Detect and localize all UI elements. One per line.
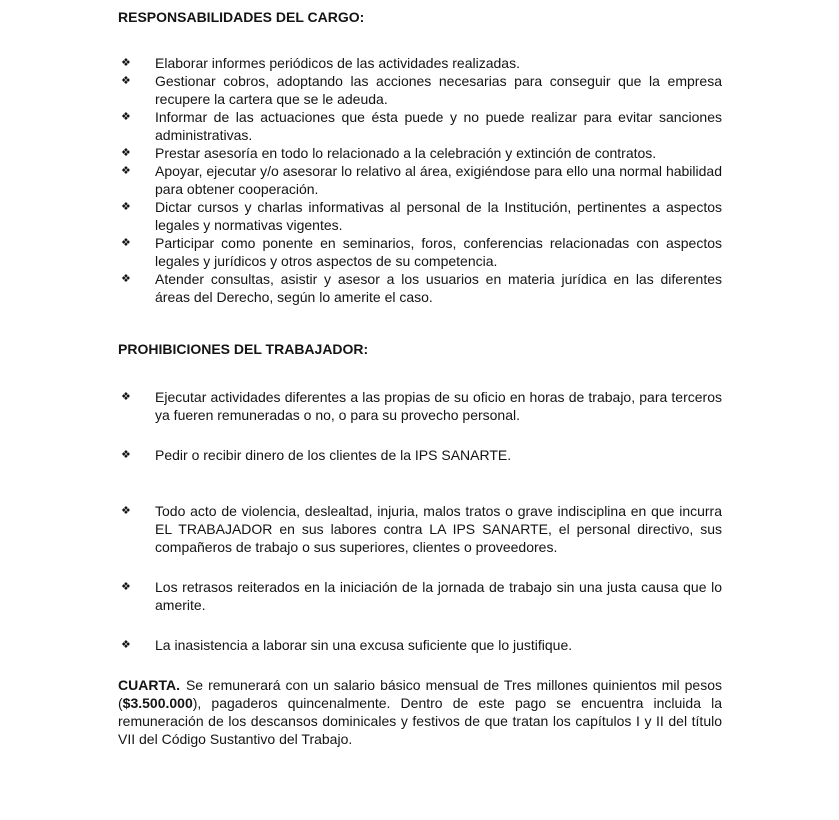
- list-item: [118, 72, 722, 108]
- responsibilities-heading: RESPONSABILIDADES DEL CARGO:: [118, 9, 365, 25]
- list-item-text: Apoyar, ejecutar y/o asesorar lo relativo al área, exigiéndose para ello una normal habilidad para obtener cooperación.: [155, 163, 722, 197]
- diamond-bullet-icon: ❖: [121, 505, 131, 517]
- diamond-bullet-icon: ❖: [121, 639, 131, 651]
- list-item-text: Gestionar cobros, adoptando las acciones necesarias para conseguir que la empresa recupere la cartera que se le adeuda.: [155, 73, 722, 107]
- list-item: [118, 446, 722, 464]
- prohibitions-list: [118, 388, 722, 654]
- list-item: [118, 270, 722, 306]
- responsibilities-list: [118, 54, 722, 306]
- list-item: [118, 578, 722, 614]
- diamond-bullet-icon: ❖: [121, 449, 131, 461]
- list-item-text: Ejecutar actividades diferentes a las propias de su oficio en horas de trabajo, para terceros ya fueren remuneradas o no, o para su provecho personal.: [155, 389, 722, 423]
- list-item-text: Atender consultas, asistir y asesor a los usuarios en materia jurídica en las diferentes áreas del Derecho, según lo amerite el caso.: [155, 271, 722, 305]
- list-item: [118, 162, 722, 198]
- section-responsibilities: [118, 8, 722, 306]
- diamond-bullet-icon: ❖: [121, 237, 131, 249]
- diamond-bullet-icon: ❖: [121, 273, 131, 285]
- list-item-text: Dictar cursos y charlas informativas al personal de la Institución, pertinentes a aspectos legales y normativas vigentes.: [155, 199, 722, 233]
- diamond-bullet-icon: ❖: [121, 57, 131, 69]
- list-item: [118, 502, 722, 556]
- diamond-bullet-icon: ❖: [121, 581, 131, 593]
- diamond-bullet-icon: ❖: [121, 111, 131, 123]
- clause-cuarta-label: CUARTA.: [118, 677, 180, 693]
- clause-cuarta-amount: $3.500.000: [122, 695, 193, 711]
- clause-cuarta-text-before: Se remunerará con un salario básico mensual de Tres millones quinientos mil pesos (: [118, 677, 722, 711]
- clause-cuarta-text-after: ), pagaderos quincenalmente. Dentro de este pago se encuentra incluida la remuneración de los descansos dominicales y festivos de que tratan los capítulos I y II del título VII del Código Sustantivo del Trabajo.: [118, 695, 722, 747]
- list-item: [118, 388, 722, 424]
- list-item-text: Informar de las actuaciones que ésta puede y no puede realizar para evitar sanciones administrativas.: [155, 109, 722, 143]
- list-item: [118, 54, 722, 72]
- list-item-text: Los retrasos reiterados en la iniciación de la jornada de trabajo sin una justa causa que lo amerite.: [155, 579, 722, 613]
- list-item: [118, 636, 722, 654]
- list-item-text: Prestar asesoría en todo lo relacionado a la celebración y extinción de contratos.: [155, 145, 657, 161]
- list-item: [118, 108, 722, 144]
- list-item: [118, 198, 722, 234]
- diamond-bullet-icon: ❖: [121, 201, 131, 213]
- prohibitions-heading: PROHIBICIONES DEL TRABAJADOR:: [118, 341, 369, 357]
- list-item-text: Pedir o recibir dinero de los clientes de la IPS SANARTE.: [155, 447, 512, 463]
- diamond-bullet-icon: ❖: [121, 165, 131, 177]
- diamond-bullet-icon: ❖: [121, 75, 131, 87]
- section-prohibitions: [118, 340, 722, 654]
- list-item: [118, 144, 722, 162]
- list-item-text: La inasistencia a laborar sin una excusa suficiente que lo justifique.: [155, 637, 573, 653]
- diamond-bullet-icon: ❖: [121, 391, 131, 403]
- list-item-text: Participar como ponente en seminarios, foros, conferencias relacionadas con aspectos legales y jurídicos y otros aspectos de su competencia.: [155, 235, 722, 269]
- list-item: [118, 234, 722, 270]
- diamond-bullet-icon: ❖: [121, 147, 131, 159]
- list-item-text: Todo acto de violencia, deslealtad, injuria, malos tratos o grave indisciplina en que incurra EL TRABAJADOR en sus labores contra LA IPS SANARTE, el personal directivo, sus compañeros de trabajo o sus superiores, clientes o proveedores.: [155, 503, 722, 555]
- clause-cuarta: [118, 676, 722, 748]
- list-item-text: Elaborar informes periódicos de las actividades realizadas.: [155, 55, 520, 71]
